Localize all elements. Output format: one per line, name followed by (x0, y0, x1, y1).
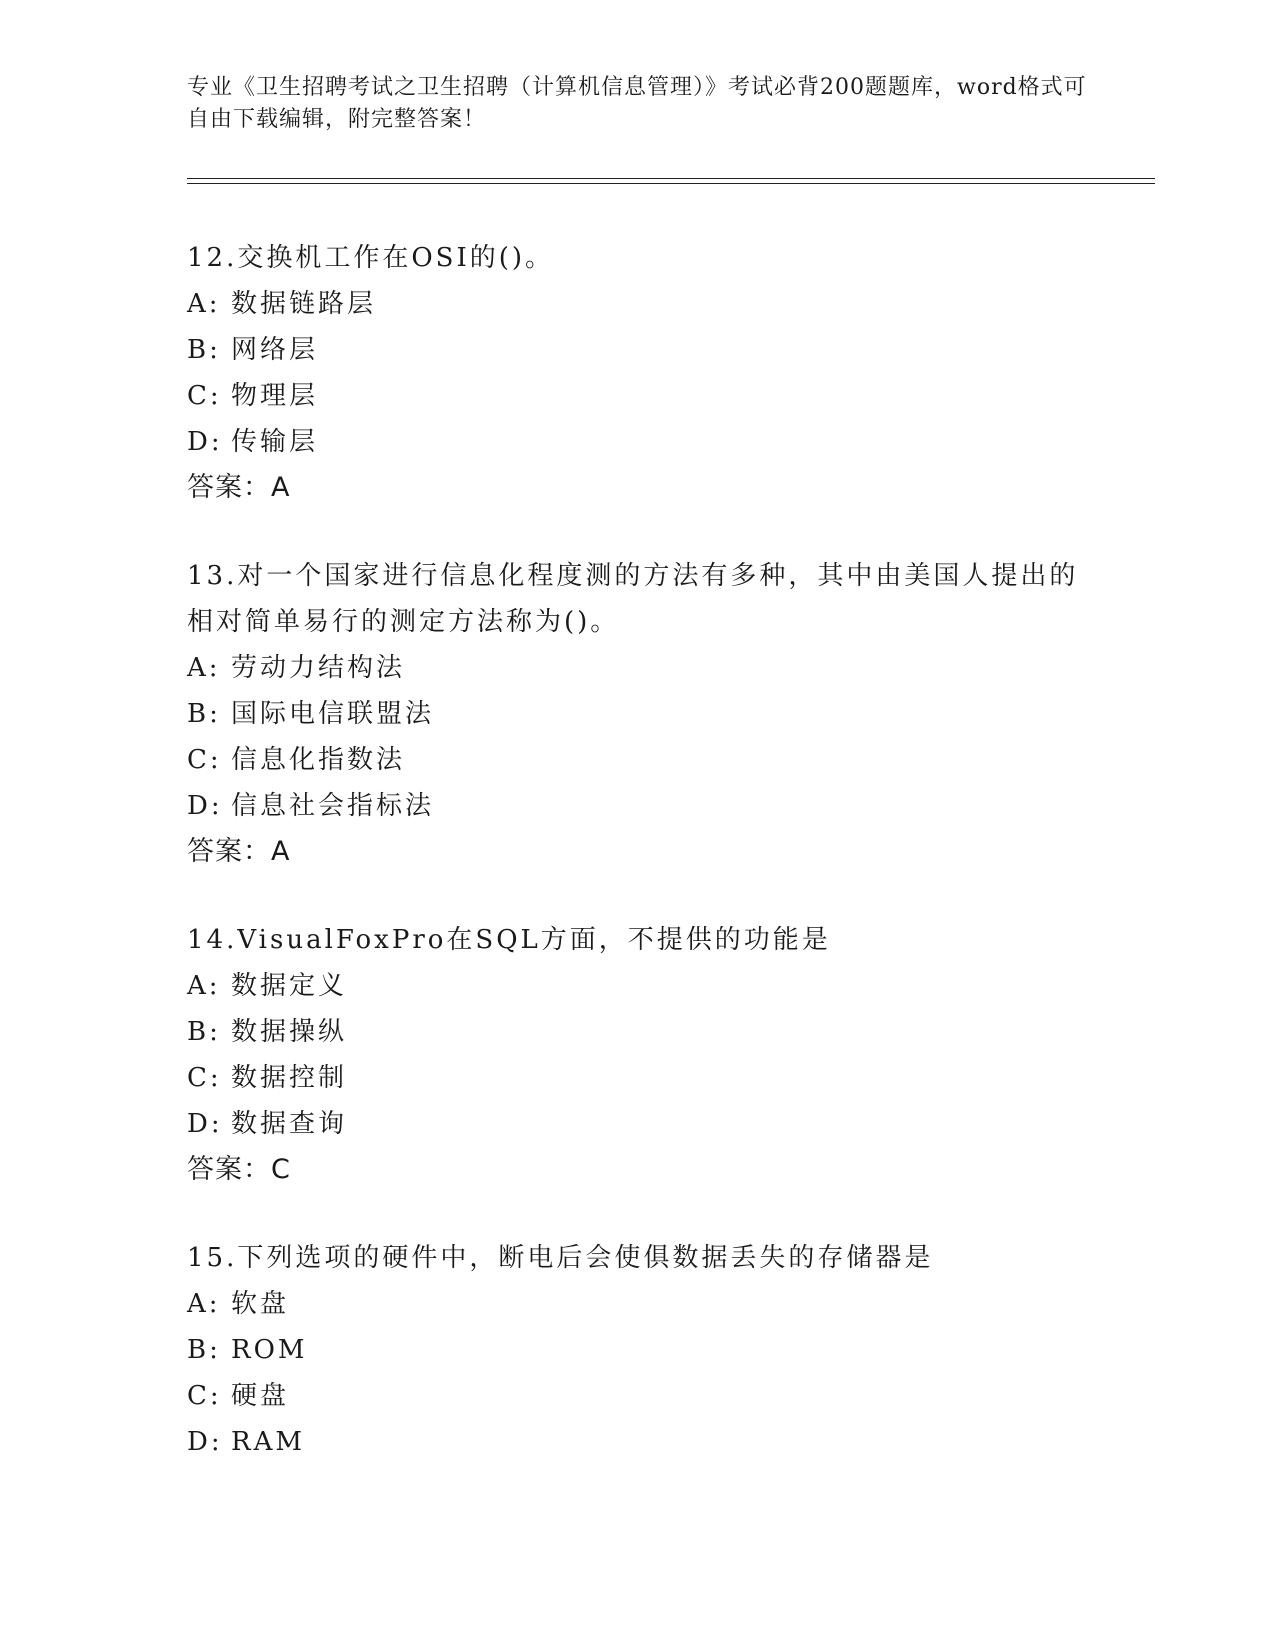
option-c (187, 1373, 1087, 1419)
option-key: C: (187, 381, 222, 411)
header-rule-bottom (187, 183, 1155, 184)
option-text: 数据操纵 (231, 1017, 348, 1047)
document-header: 专业《卫生招聘考试之卫生招聘（计算机信息管理）》考试必背200题题库，word格式可自由下载编辑，附完整答案！ (187, 75, 1087, 132)
question-12 (187, 235, 1087, 511)
option-c (187, 737, 1087, 783)
option-d (187, 783, 1087, 829)
option-a (187, 645, 1087, 691)
option-key: B: (187, 1017, 221, 1047)
option-key: B: (187, 699, 221, 729)
option-d (187, 1101, 1087, 1147)
question-15 (187, 1235, 1087, 1465)
option-text: 传输层 (231, 427, 319, 457)
option-key: A: (187, 1289, 221, 1319)
question-stem: 14.VisualFoxPro在SQL方面，不提供的功能是 (187, 925, 831, 955)
option-key: D: (187, 1109, 223, 1139)
option-text: 信息社会指标法 (231, 791, 435, 821)
option-text: 劳动力结构法 (231, 653, 406, 683)
option-b (187, 691, 1087, 737)
option-a (187, 1281, 1087, 1327)
question-stem: 15.下列选项的硬件中，断电后会使俱数据丢失的存储器是 (187, 1243, 934, 1273)
option-key: D: (187, 427, 223, 457)
question-stem: 12.交换机工作在OSI的()。 (187, 243, 555, 273)
question-stem: 13.对一个国家进行信息化程度测的方法有多种，其中由美国人提出的相对简单易行的测定方法称为()。 (187, 561, 1079, 637)
option-text: 数据控制 (231, 1063, 348, 1093)
option-d (187, 419, 1087, 465)
answer-line: 答案：C (187, 1154, 291, 1185)
option-text: 数据定义 (231, 971, 348, 1001)
option-b (187, 327, 1087, 373)
option-b (187, 1327, 1087, 1373)
answer-line: 答案：A (187, 472, 291, 503)
option-key: D: (187, 1427, 223, 1457)
question-list (187, 235, 1087, 1507)
question-14 (187, 917, 1087, 1193)
option-key: C: (187, 745, 222, 775)
option-key: D: (187, 791, 223, 821)
option-text: 数据链路层 (231, 289, 377, 319)
option-d (187, 1419, 1087, 1465)
option-text: ROM (231, 1335, 308, 1365)
option-key: A: (187, 653, 221, 683)
option-key: C: (187, 1381, 222, 1411)
option-text: 信息化指数法 (231, 745, 406, 775)
option-key: B: (187, 335, 221, 365)
option-key: C: (187, 1063, 222, 1093)
option-b (187, 1009, 1087, 1055)
option-text: RAM (231, 1427, 305, 1457)
option-text: 硬盘 (231, 1381, 290, 1411)
option-key: A: (187, 971, 221, 1001)
option-text: 物理层 (231, 381, 319, 411)
answer-line: 答案：A (187, 836, 291, 867)
question-13 (187, 553, 1087, 875)
option-a (187, 281, 1087, 327)
option-a (187, 963, 1087, 1009)
option-key: B: (187, 1335, 221, 1365)
option-text: 国际电信联盟法 (231, 699, 435, 729)
option-c (187, 373, 1087, 419)
option-text: 网络层 (231, 335, 319, 365)
option-key: A: (187, 289, 221, 319)
option-c (187, 1055, 1087, 1101)
option-text: 软盘 (231, 1289, 290, 1319)
header-rule-top (187, 178, 1155, 179)
option-text: 数据查询 (231, 1109, 348, 1139)
